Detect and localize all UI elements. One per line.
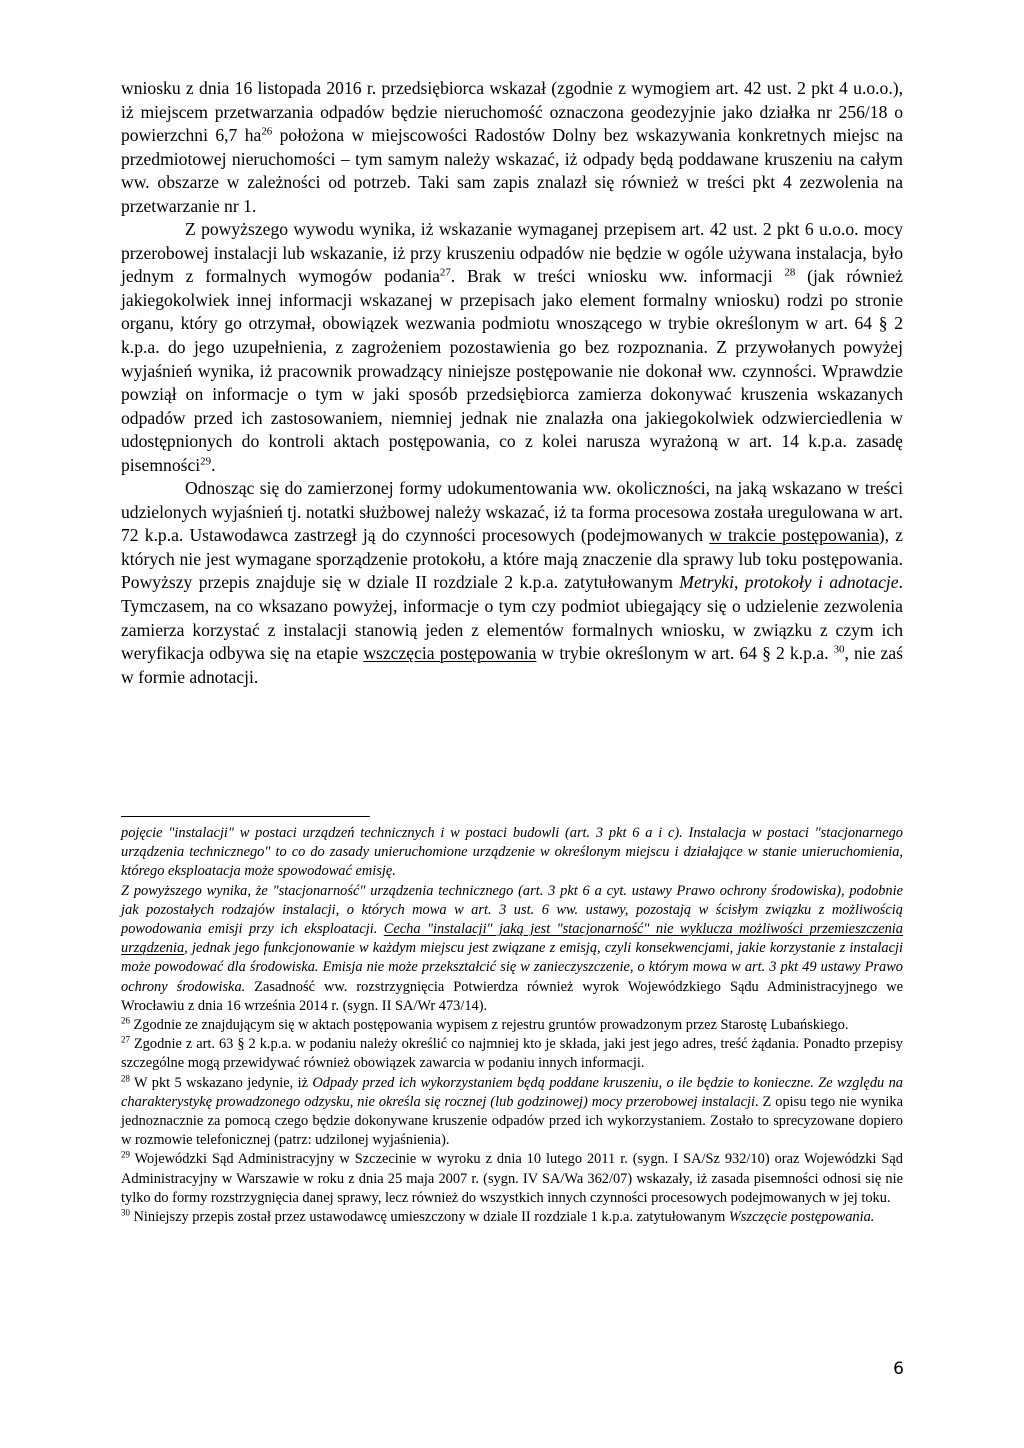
footnote-number: 28: [121, 1073, 130, 1084]
footnote-number: 29: [121, 1149, 130, 1160]
footnote-29: $^{29}$ Wojewódzki Sąd Administracyjny w Szczecinie w wyroku z dnia 10 lutego 2011 r. (sygn. I SA/Sz 932/10) oraz Wojewódzki Sąd Administracyjny w Warszawie w roku z dnia 25 maja 2007 r. (sygn. IV SA/Wa 362/07) wskazały, iż zasada pisemności odnosi się nie tylko do formy rozstrzygnięcia danej sprawy, lecz również do wszystkich innych czynności procesowych podejmowanych w jej toku.: [121, 1149, 903, 1206]
underlined-phrase: wszczęcia postępowania: [363, 643, 537, 664]
footnote-separator: [121, 816, 370, 817]
footnote-27: $^{27}$ Zgodnie z art. 63 § 2 k.p.a. w podaniu należy określić co najmniej kto je składa, jaki jest jego adres, treść żądania. Ponadto przepisy szczególne mogą przewidywać również obowiązek zawarcia w podaniu innych informacji.: [121, 1034, 903, 1072]
paragraph: Odnosząc się do zamierzonej formy udokumentowania ww. okoliczności, na jaką wskazano w treści udzielonych wyjaśnień tj. notatki służbowej należy wskazać, iż ta forma procesowa została uregulowana w art. 72 k.p.a. Ustawodawca zastrzegł ją do czynności procesowych (podejmowanych w trakcie postępowania), z których nie jest wymagane sporządzenie protokołu, a które mają znaczenie dla sprawy lub toku postępowania. Powyższy przepis znajduje się w dziale II rozdziale 2 k.p.a. zatytułowanym Metryki, protokoły i adnotacje. Tymczasem, na co wksazano powyżej, informacje o tym czy podmiot ubiegający się o udzielenie zezwolenia zamierza korzystać z instalacji stanowią jeden z elementów formalnych wniosku, w związku z czym ich weryfikacja odbywa się na etapie wszczęcia postępowania w trybie określonym w art. 64 § 2 k.p.a. $^{30}$, nie zaś w formie adnotacji.: [121, 478, 904, 687]
footnote-28: $^{28}$ W pkt 5 wskazano jedynie, iż Odpady przed ich wykorzystaniem będą poddane kruszeniu, o ile będzie to konieczne. Ze względu na charakterystykę prowadzonego odzysku, nie określa się rocznej (lub godzinowej) mocy przerobowej instalacji. Z opisu tego nie wynika jednoznacznie za pomocą czego będzie dokonywane kruszenie odpadów przed ich wykorzystaniem. Zostało to sprecyzowane dopiero w rozmowie telefonicznej (patrz: udzilonej wyjaśnienia).: [121, 1073, 903, 1149]
underlined-phrase: w trakcie postępowania: [709, 525, 879, 546]
main-text: [121, 77, 903, 689]
footnote-ref[interactable]: 30: [833, 643, 845, 656]
footnote-continuation: Z powyższego wynika, że "stacjonarność" urządzenia technicznego (art. 3 pkt 6 a cyt. ustawy Prawo ochrony środowiska), podobnie jak pozostałych rodzajów instalacji, o których mowa w art. 3 ust. 6 ww. ustawy, pozostają w ścisłym związku z możliwością powodowania emisji przy ich eksploatacji. Cecha "instalacji" jaką jest "stacjonarność" nie wyklucza możliwości przemieszczenia urządzenia, jednak jego funkcjonowanie w każdym miejscu jest związane z emisją, czyli konsekwencjami, jakie korzystanie z instalacji może powodować dla środowiska. Emisja nie może przekształcić się w zanieczyszczenie, o którym mowa w art. 3 pkt 49 ustawy Prawo ochrony środowiska. Zasadność ww. rozstrzygnięcia Potwierdza również wyrok Wojewódzkiego Sądu Administracyjnego we Wrocławiu z dnia 16 września 2014 r. (sygn. II SA/Wr 473/14).: [121, 882, 903, 1014]
footnote-ref[interactable]: 29: [200, 455, 212, 467]
footnote-ref[interactable]: 28: [784, 266, 796, 279]
footnotes: [121, 824, 903, 1227]
footnote-number: 26: [121, 1015, 130, 1026]
footnote-continuation: pojęcie "instalacji" w postaci urządzeń technicznych i w postaci budowli (art. 3 pkt 6 a i c). Instalacja w postaci "stacjonarnego urządzenia technicznego" to co do zasady unieruchomione urządzenie w określonym miejscu i działające w stanie unieruchomienia, którego eksploatacja może spowodować emisję.: [121, 825, 903, 880]
paragraph: Z powyższego wywodu wynika, iż wskazanie wymaganej przepisem art. 42 ust. 2 pkt 6 u.o.o. mocy przerobowej instalacji lub wskazanie, iż przy kruszeniu odpadów nie będzie w ogóle używana instalacja, było jednym z formalnych wymogów podania$^{27}$. Brak w treści wniosku ww. informacji $^{28}$ (jak również jakiegokolwiek innej informacji wskazanej w przepisach jako element formalny wniosku) rodzi po stronie organu, który go otrzymał, obowiązek wezwania podmiotu wnoszącego w trybie określonym w art. 64 § 2 k.p.a. do jego uzupełnienia, z zagrożeniem pozostawienia go bez rozpoznania. Z przywołanych powyżej wyjaśnień wynika, iż pracownik prowadzący niniejsze postępowanie nie dokonał ww. czynności. Wprawdzie powziął on informacje o tym w jaki sposób przedsiębiorca zamierza dokonywać kruszenia wskazanych odpadów przed ich zastosowaniem, niemniej jednak nie znalazła ona jakiegokolwiek odzwierciedlenia w udostępnionych do kontroli aktach postępowania, co z kolei narusza wyrażoną w art. 14 k.p.a. zasadę pisemności$^{29}$.: [121, 219, 903, 475]
page-number: 6: [893, 1359, 904, 1379]
footnote-ref[interactable]: 26: [261, 125, 273, 138]
underlined-phrase: Cecha "instalacji" jaką jest "stacjonarność" nie wyklucza możliwości przemieszczenia urządzenia: [121, 921, 903, 957]
footnote-30: $^{30}$ Niniejszy przepis został przez ustawodawcę umieszczony w dziale II rozdziale 1 k.p.a. zatytułowanym Wszczęcie postępowania.: [121, 1207, 875, 1226]
paragraph: wniosku z dnia 16 listopada 2016 r. przedsiębiorca wskazał (zgodnie z wymogiem art. 42 ust. 2 pkt 4 u.o.o.), iż miejscem przetwarzania odpadów będzie nieruchomość oznaczona geodezyjnie jako działka nr 256/18 o powierzchni 6,7 $ha^{26}$ położona w miejscowości Radostów Dolny bez wskazywania konkretnych miejsc na przedmiotowej nieruchomości – tym samym należy wskazać, iż odpady będą poddawane kruszeniu na całym ww. obszarze w zależności od potrzeb. Taki sam zapis znalazł się również w treści pkt 4 zezwolenia na przetwarzanie nr 1.: [121, 78, 903, 216]
footnote-number: 27: [121, 1034, 130, 1045]
italic-title: Metryki, protokoły i adnotacje: [679, 572, 899, 593]
footnote-26: $^{26}$ Zgodnie ze znajdującym się w aktach postępowania wypisem z rejestru gruntów prowadzonym przez Starostę Lubańskiego.: [121, 1015, 849, 1034]
footnote-number: 30: [121, 1207, 130, 1218]
footnote-ref[interactable]: 27: [439, 266, 451, 279]
